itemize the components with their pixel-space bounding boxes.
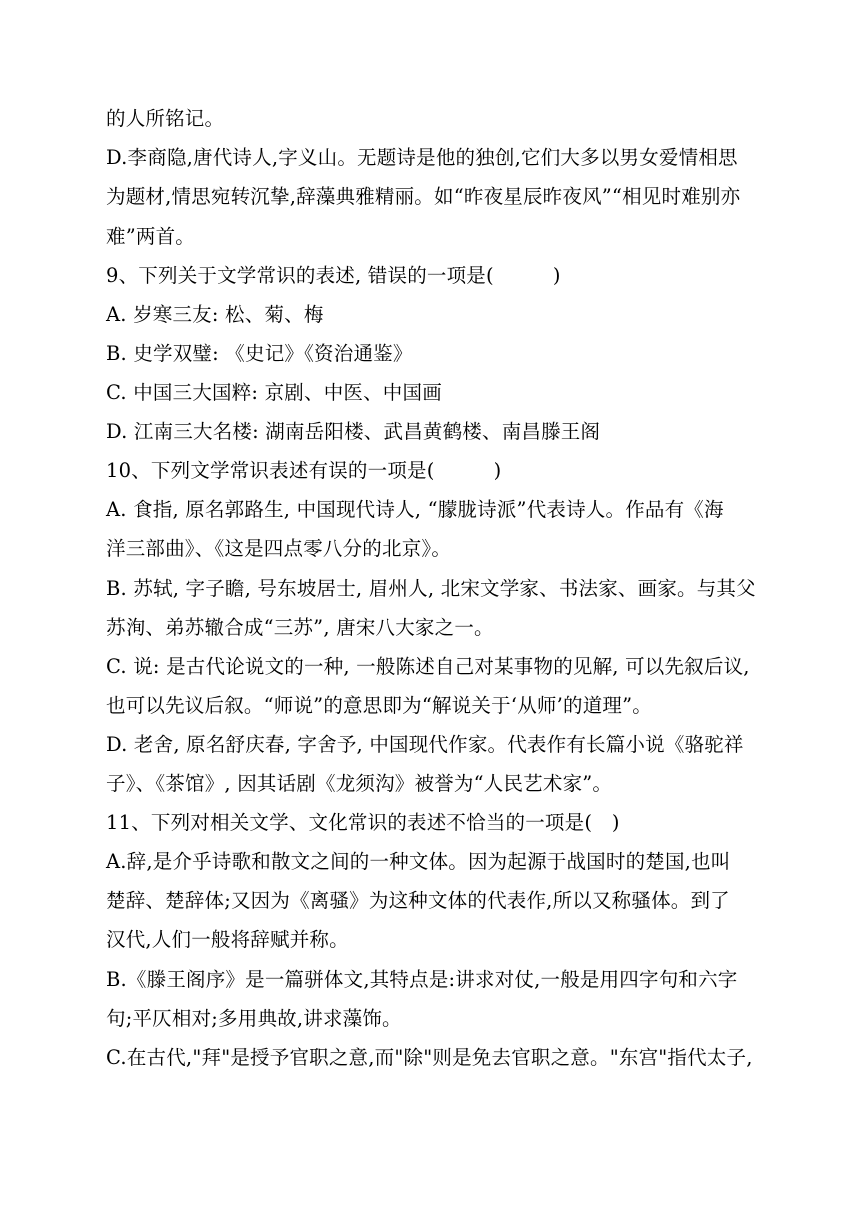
option-line: 汉代,人们一般将辞赋并称。: [106, 928, 349, 951]
option-line: A. 岁寒三友: 松、菊、梅: [106, 303, 324, 326]
text-line: 为题材,情思宛转沉挚,辞藻典雅精丽。如“昨夜星辰昨夜风”“相见时难别亦: [106, 185, 741, 208]
option-line: 子》、《茶馆》, 因其话剧《龙须沟》被誉为“人民艺术家”。: [106, 772, 613, 795]
option-line: B.《滕王阁序》是一篇骈体文,其特点是:讲求对仗,一般是用四字句和六字: [106, 968, 738, 991]
option-line: 也可以先议后叙。“师说”的意思即为“解说关于‘从师’的道理”。: [106, 694, 652, 717]
text-line: 的人所铭记。: [106, 107, 225, 130]
question-9: 9、下列关于文学常识的表述, 错误的一项是( ): [106, 264, 561, 287]
option-line: B. 史学双璧: 《史记》《资治通鉴》: [106, 342, 413, 365]
text-line: D.李商隐,唐代诗人,字义山。无题诗是他的独创,它们大多以男女爱情相思: [106, 146, 738, 169]
option-line: 楚辞、楚辞体;又因为《离骚》为这种文体的代表作,所以又称骚体。到了: [106, 889, 730, 912]
text-line: 难”两首。: [106, 225, 195, 248]
option-line: 句;平仄相对;多用典故,讲求藻饰。: [106, 1007, 402, 1030]
question-11: 11、下列对相关文学、文化常识的表述不恰当的一项是( ): [106, 811, 620, 834]
option-line: D. 江南三大名楼: 湖南岳阳楼、武昌黄鹤楼、南昌滕王阁: [106, 420, 601, 443]
option-line: D. 老舍, 原名舒庆春, 字舍予, 中国现代作家。代表作有长篇小说《骆驼祥: [106, 733, 744, 756]
option-line: C. 中国三大国粹: 京剧、中医、中国画: [106, 381, 442, 404]
option-line: B. 苏轼, 字子瞻, 号东坡居士, 眉州人, 北宋文学家、书法家、画家。与其父: [106, 577, 756, 600]
option-line: A.辞,是介乎诗歌和散文之间的一种文体。因为起源于战国时的楚国,也叫: [106, 850, 731, 873]
option-line: 苏洵、弟苏辙合成“三苏”, 唐宋八大家之一。: [106, 616, 494, 639]
option-line: C.在古代,"拜"是授予官职之意,而"除"则是免去官职之意。"东宫"指代太子,: [106, 1046, 753, 1069]
option-line: A. 食指, 原名郭路生, 中国现代诗人, “朦胧诗派”代表诗人。作品有《海: [106, 498, 724, 521]
option-line: 洋三部曲》、《这是四点零八分的北京》。: [106, 537, 452, 560]
question-10: 10、下列文学常识表述有误的一项是( ): [106, 459, 502, 482]
option-line: C. 说: 是古代论说文的一种, 一般陈述自己对某事物的见解, 可以先叙后议,: [106, 655, 750, 678]
